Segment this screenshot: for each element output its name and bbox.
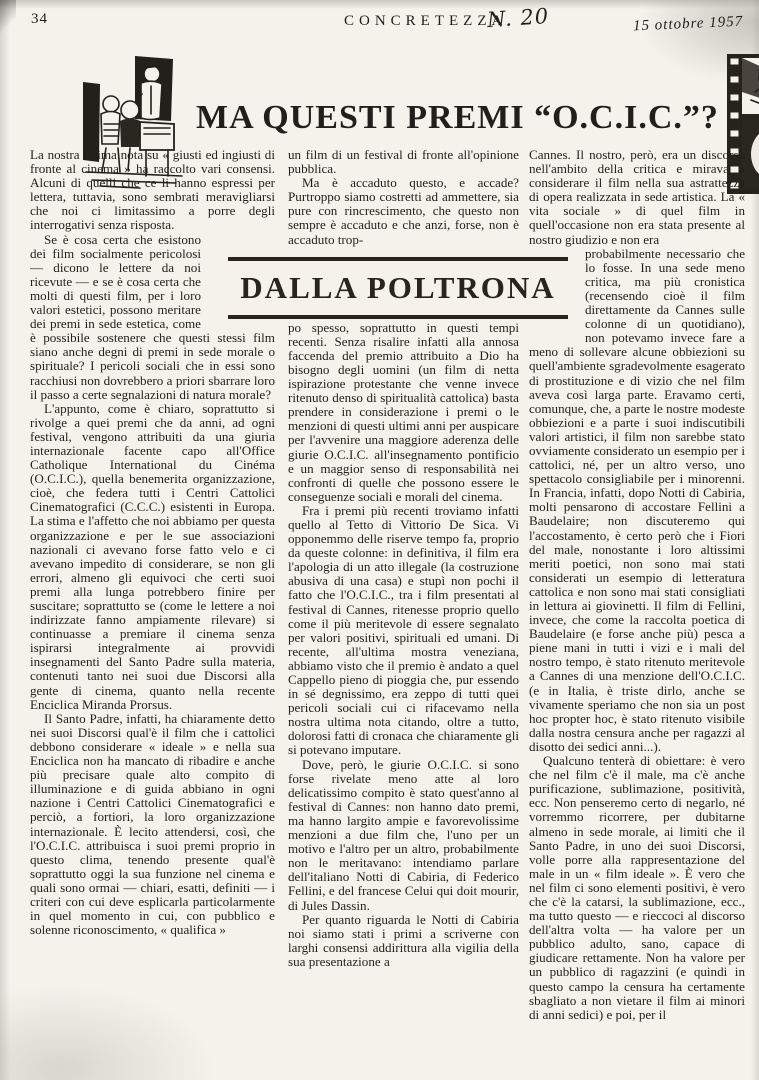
issue-number-handwritten: N. 20 — [486, 3, 550, 33]
paragraph: probabilmente necessario che lo fosse. In una sede meno critica, ma più cronistica (recensendo cioè il film direttamente da Cannes sulle colonne di un quotidiano), non potevamo invece fare a meno di sollevare alcune obbiezioni su quell'ambiente sgradevolmente esagerato di prostituzione e di vizio che nel film aveva così larga parte. Eravamo certi, comunque, che, a parte le nostre modeste obbiezioni e a parte i suoi indiscutibili valori artistici, il film non sarebbe stato ovviamente considerato un esempio per i cattolici, né, per un altro verso, uno spettacolo consigliabile per i minorenni. In Francia, infatti, dopo Notti di Cabiria, molti pensarono di accostare Fellini a Baudelaire; non discuteremo qui l'accostamento, è certo però che i Fiori del male, nonostante i loro altissimi meriti poetici, non sono mai stati considerati un esempio di letteratura cattolica e non sono mai stati consigliati in lettura ai giovinetti. Il film di Fellini, invece, che come la raccolta poetica di Baudelaire (e forse anche più) pesca a piene mani in tutti i vizi e i mali del nostro tempo, è stato ritenuto meritevole a Cannes di una menzione dell'O.C.I.C. (e in Italia, è triste dirlo, anche se vivamente speriamo che non sia un post hoc propter hoc, è stato ritenuto visibile dalla nostra censura anche per ragazzi al disotto dei sedici anni...). — [529, 245, 745, 754]
page-number: 34 — [31, 11, 48, 27]
masthead-title: CONCRETEZZA — [344, 13, 508, 29]
paragraph: Fra i premi più recenti troviamo infatti quello al Tetto di Vittorio De Sica. Vi opponemmo delle riserve tempo fa, proprio da queste colonne: in definitiva, il film era l'apologia di un atto illegale (la costruzione abusiva di una casa) e stupì non pochi il fatto che l'O.C.I.C., tra i film presentati al festival di Cannes, ritenesse proprio quello come il più meritevole di essere segnalato per valori positivi, spirituali ed umani. Di recente, all'ultima mostra veneziana, abbiamo visto che il premio è andato a quel Cappello pieno di pioggia che, pur essendo in sé degnissimo, era zeppo di tutti quei pericoli sociali cui ci rifacevamo nella nostra ultima nota citando, oltre a tutto, dolorosi fatti di cronaca che chiaramente gli si potevano imputare. — [288, 502, 519, 758]
paragraph: Cannes. Il nostro, però, era un discorso nell'ambito della critica e mirava a considerare il film nella sua astrattezza di opera realizzata in sede artistica. La « vita sociale » di quel film in quell'occasione non era stata presente al nostro giudizio e non era — [529, 148, 745, 247]
paragraph: L'appunto, come è chiaro, soprattutto si rivolge a quei premi che da anni, ad ogni festival, vengono attribuiti da una giuria internazionale facente capo all'Office Catholique International du Cinéma (O.C.I.C.), quella benemerita organizzazione, cioè, che federa tutti i Centri Cattolici Cinematografici (C.C.C.) esistenti in Europa. La stima e l'affetto che noi abbiamo per questa organizzazione e per le sue associazioni nazionali ci avevano forse fatto velo e ci avevano impedito di considerare, se non gli errori, almeno gli equivoci che certi suoi premi alla lunga potrebbero finire per suscitare; soprattutto se (come le lettere a noi indirizzate fanno ampiamente rilevare) si continuasse a premiare il cinema senza ispirarsi integralmente ai provvidi insegnamenti del Santo Padre sulla materia, contenuti tanto nei suoi due Discorsi alla gente di cinema, quanto nella recente Enciclica Miranda Prorsus. — [30, 400, 275, 712]
paragraph: Il Santo Padre, infatti, ha chiaramente detto nei suoi Discorsi qual'è il film che i cattolici debbono considerare « ideale » e nella sua Enciclica non ha mancato di ribadire e anche più precisare quale alto compito di illuminazione e di guida abbiano in ogni nazione i Centri Cattolici Cinematografici e perciò, a fortiori, la loro organizzazione internazionale. È lecito attendersi, così, che l'O.C.I.C. attribuisca i suoi premi proprio in questo clima, tenendo presente qual'è soprattutto oggi la sua funzione nel cinema e quali sono ormai — chiari, esatti, definiti — i criteri con cui deve esplicarla particolarmente in quel momento in cui, con pubblico e solenne riconoscimento, « qualifica » — [30, 710, 275, 938]
paragraph: Ma è accaduto questo, e accade? Purtroppo siamo costretti ad ammettere, sia pure con rincrescimento, che questo non sempre è accaduto e che anzi, forse, non è accaduto trop- — [288, 175, 519, 247]
paragraph: po spesso, soprattutto in questi tempi recenti. Senza risalire infatti alla annosa faccenda del premio attribuito a Dio ha bisogno degli uomini (un film di netta ispirazione protestante che venne invece ritenuto denso di spiritualità cattolica) basta prendere in considerazione i premi o le menzioni di questi ultimi anni per auspicare per l'avvenire una maggiore aderenza delle giurie O.C.I.C. all'insegnamento pontificio e un maggior senso di responsabilità nei confronti di quelle che possono essere le conseguenze sociali e morali del cinema. — [288, 319, 519, 504]
paragraph: La nostra ultima nota su « giusti ed ingiusti di fronte al cinema » ha raccolto vari consensi. Alcuni di quelli che ce li hanno espressi per lettera, tuttavia, sono sembrati meravigliarsi che noi ci limitassimo a porre degli interrogativi senza risposta. — [30, 148, 275, 233]
paragraph: Dove, però, le giurie O.C.I.C. si sono forse rivelate meno atte al loro delicatissimo compito è stato quest'anno al festival di Cannes: non hanno dato premi, ma hanno largito ampie e favorevolissime menzioni a due film che, l'uno per un motivo e l'altro per un altro, probabilmente non le meritavano: intendiamo parlare dell'italiano Notti di Cabiria, di Federico Fellini, e del francese Celui qui doit mourir, di Jules Dassin. — [288, 756, 519, 913]
paragraph: un film di un festival di fronte all'opinione pubblica. — [288, 148, 519, 177]
section-heading-box — [228, 257, 568, 319]
issue-date: 15 ottobre 1957 — [632, 13, 744, 35]
paragraph: Se è cosa certa che esistono dei film socialmente pericolosi — dicono le lettere da noi ricevute — e se è cosa certa che molti di questi film, per i loro valori estetici, possono meritare dei premi in sede estetica, come è possibile sostenere che questi stessi film siano anche degni di premi in sede morale o spirituale? I pericoli sociali che in essi sono racchiusi non dovrebbero a priori sbarrare loro il passo a certe segnalazioni di natura morale? — [30, 231, 275, 402]
paragraph: Qualcuno tenterà di obiettare: è vero che nel film c'è il male, ma c'è anche purificazione, sublimazione, positività, ecc. Non penseremo certo di negarlo, né vorremmo ricorrere, per dubitarne almeno in sede morale, ai limiti che il Santo Padre, in uno dei suoi Discorsi, volle porre alla rappresentazione del male in un « film ideale ». È vero che nel film ci sono elementi positivi, è vero che c'è la catarsi, la sublimazione, ecc., ma tutto questo — e rieccoci al discorso dell'altra volta — ha valore per un pubblico adulto, sano, capace di giudicare rettamente. Non ha valore per un pubblico di ragazzini (e quindi in questo campo la censura ha certamente sbagliato a non vietare il film ai minori di anni sedici) e poi, per il — [529, 753, 745, 1022]
paragraph: Per quanto riguarda le Notti di Cabiria noi siamo stati i primi a scriverne con larghi consensi addirittura alla vigilia della sua presentazione a — [288, 911, 519, 969]
article-headline: MA QUESTI PREMI “O.C.I.C.”? — [196, 99, 719, 136]
section-heading: DALLA POLTRONA — [240, 270, 556, 305]
scan-corner-artifact — [0, 0, 16, 34]
